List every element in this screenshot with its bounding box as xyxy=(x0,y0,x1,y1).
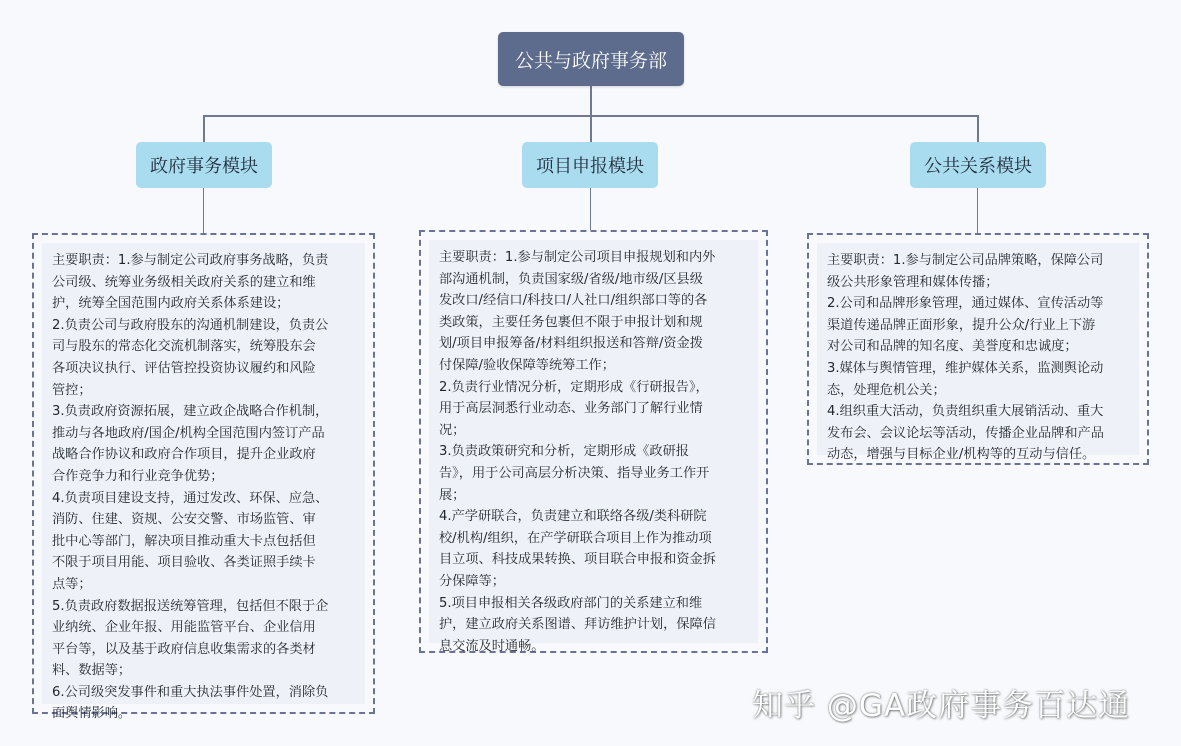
desc-line: 分保障等； xyxy=(439,573,505,589)
desc-line: 主要职责：1.参与制定公司品牌策略，保障公司 xyxy=(827,253,1104,268)
desc-line: 2.负责公司与政府股东的沟通机制建设，负责公 xyxy=(52,317,329,333)
root-node xyxy=(498,32,684,86)
desc-line: 4.负责项目建设支持，通过发改、环保、应急、 xyxy=(52,490,329,506)
desc-line: 各项决议执行、评估管控投资协议履约和风险 xyxy=(52,360,316,376)
desc-box-project-application xyxy=(419,230,768,653)
desc-line: 批中心等部门，解决项目推动重大卡点包括但 xyxy=(52,533,316,549)
connector-right-desc xyxy=(977,188,978,233)
connector-left-desc xyxy=(203,188,204,234)
desc-line: 划/项目申报筹备/材料组织报送和答辩/资金拨 xyxy=(439,336,703,352)
desc-line: 6.公司级突发事件和重大执法事件处置，消除负 xyxy=(52,684,329,700)
desc-line: 4.产学研联合，负责建立和联络各级/类科研院 xyxy=(439,509,707,525)
desc-line: 对公司和品牌的知名度、美誉度和忠诚度； xyxy=(827,339,1078,355)
connector-left-down xyxy=(203,115,205,142)
desc-line: 护，建立政府关系图谱、拜访维护计划，保障信 xyxy=(439,617,716,633)
desc-line: 战略合作协议和政府合作项目，提升企业政府 xyxy=(52,447,316,463)
desc-line: 合作竞争力和行业竞争优势； xyxy=(52,468,224,484)
desc-text-gov-affairs xyxy=(42,243,365,722)
watermark: 知乎 @GA政府事务百达通 xyxy=(752,688,1131,724)
desc-box-gov-affairs xyxy=(32,233,375,722)
module-node-gov-affairs xyxy=(136,142,272,188)
desc-line: 告》，用于公司高层分析决策、指导业务工作开 xyxy=(439,465,710,481)
module-node-project-application xyxy=(522,142,658,188)
desc-line: 发改口/经信口/科技口/人社口/组织部口等的各 xyxy=(439,293,708,309)
desc-line: 动态，增强与目标企业/机构等的互动与信任。 xyxy=(827,447,1096,463)
desc-line: 平台等，以及基于政府信息收集需求的各类材 xyxy=(52,641,316,657)
desc-line: 况； xyxy=(439,422,466,438)
module-label: 公共关系模块 xyxy=(924,156,1032,177)
desc-line: 管控； xyxy=(52,382,92,398)
desc-line: 料、数据等； xyxy=(52,663,132,679)
desc-line: 渠道传递品牌正面形象，提升公众/行业上下游 xyxy=(827,317,1096,333)
desc-line: 推动与各地政府/国企/机构全国范围内签订产品 xyxy=(52,425,325,441)
desc-line: 不限于项目用能、项目验收、各类证照手续卡 xyxy=(52,555,316,571)
desc-text-public-relations xyxy=(817,243,1139,463)
desc-text-project-application xyxy=(429,240,758,654)
desc-line: 5.负责政府数据报送统筹管理，包括但不限于企 xyxy=(52,598,329,614)
connector-right-down xyxy=(977,115,979,142)
desc-line: 付保障/验收保障等统筹工作； xyxy=(439,357,615,373)
desc-line: 业纳统、企业年报、用能监管平台、企业信用 xyxy=(52,620,316,636)
desc-line: 消防、住建、资规、公安交警、市场监管、审 xyxy=(52,512,316,528)
connector-middle-down xyxy=(590,115,592,142)
desc-line: 2.负责行业情况分析，定期形成《行研报告》， xyxy=(439,379,709,395)
desc-line: 司与股东的常态化交流机制落实，统筹股东会 xyxy=(52,339,316,355)
desc-line: 态，处理危机公关； xyxy=(827,382,946,398)
desc-line: 3.负责政策研究和分析，定期形成《政研报 xyxy=(439,444,689,460)
desc-line: 公司级、统筹业务级相关政府关系的建立和维 xyxy=(52,274,316,290)
desc-line: 3.媒体与舆情管理，维护媒体关系，监测舆论动 xyxy=(827,360,1104,376)
desc-line: 展； xyxy=(439,487,466,503)
module-node-public-relations xyxy=(910,142,1046,188)
desc-line: 面舆情影响。 xyxy=(52,706,132,722)
desc-line: 主要职责：1.参与制定公司项目申报规划和内外 xyxy=(439,250,716,265)
desc-box-public-relations xyxy=(807,233,1149,465)
desc-line: 目立项、科技成果转换、项目联合申报和资金拆 xyxy=(439,552,716,568)
desc-line: 类政策，主要任务包裹但不限于申报计划和规 xyxy=(439,314,703,330)
desc-line: 部沟通机制，负责国家级/省级/地市级/区县级 xyxy=(439,271,703,287)
desc-line: 校/机构/组织，在产学研联合项目上作为推动项 xyxy=(439,530,712,546)
connector-root-down xyxy=(590,86,592,116)
desc-line: 级公共形象管理和媒体传播； xyxy=(827,274,999,290)
desc-line: 5.项目申报相关各级政府部门的关系建立和维 xyxy=(439,595,703,611)
module-label: 项目申报模块 xyxy=(536,156,644,177)
desc-line: 护，统筹全国范围内政府关系体系建设； xyxy=(52,296,290,312)
module-label: 政府事务模块 xyxy=(150,156,258,177)
desc-line: 4.组织重大活动，负责组织重大展销活动、重大 xyxy=(827,404,1104,420)
root-label: 公共与政府事务部 xyxy=(514,49,667,72)
desc-line: 点等； xyxy=(52,576,92,592)
desc-line: 2.公司和品牌形象管理，通过媒体、宣传活动等 xyxy=(827,296,1104,312)
desc-line: 息交流及时通畅。 xyxy=(439,638,545,654)
desc-line: 用于高层洞悉行业动态、业务部门了解行业情 xyxy=(439,401,703,417)
desc-line: 3.负责政府资源拓展，建立政企战略合作机制， xyxy=(52,404,329,420)
desc-line: 发布会、会议论坛等活动，传播企业品牌和产品 xyxy=(827,425,1104,441)
connector-middle-desc xyxy=(590,188,591,230)
desc-line: 主要职责：1.参与制定公司政府事务战略，负责 xyxy=(52,253,329,268)
